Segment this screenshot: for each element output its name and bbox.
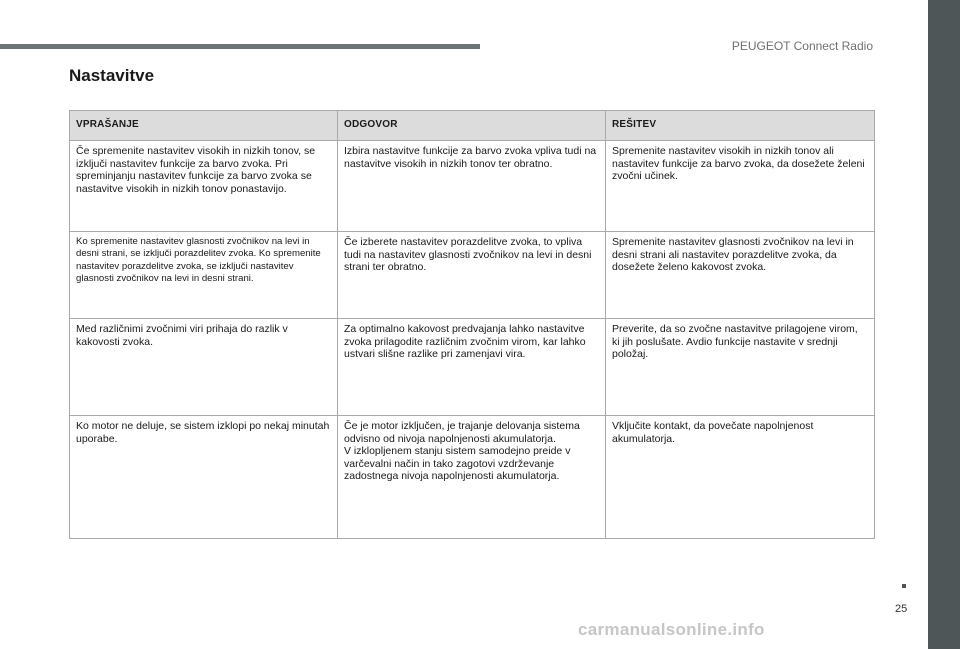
side-strip	[928, 0, 960, 649]
page-number: 25	[895, 603, 908, 615]
question-cell: Med različnimi zvočnimi viri prihaja do razlik v kakovosti zvoka.	[70, 319, 338, 416]
table-row	[70, 232, 875, 319]
table-row	[70, 319, 875, 416]
answer-cell: Izbira nastavitve funkcije za barvo zvoka vpliva tudi na nastavitve visokih in nizkih tonov ter obratno.	[338, 141, 606, 232]
question-cell: Ko spremenite nastavitev glasnosti zvočnikov na levi in desni strani, se izključi porazdelitev zvoka. Ko spremenite nastavitev porazdelitve zvoka, se izključi nastavitev glasnosti zvočnikov na levi in desni strani.	[70, 232, 338, 319]
answer-cell: Za optimalno kakovost predvajanja lahko nastavitve zvoka prilagodite različnim zvočnim virom, kar lahko ustvari slišne razlike pri zamenjavi vira.	[338, 319, 606, 416]
watermark: carmanualsonline.info	[578, 620, 765, 639]
table-row	[70, 416, 875, 539]
table-header-row	[70, 111, 875, 141]
section-title: Nastavitve	[69, 66, 155, 85]
table-row	[70, 141, 875, 232]
answer-cell: Če je motor izključen, je trajanje delovanja sistema odvisno od nivoja napolnjenosti akumulatorja. V izklopljenem stanju sistem samodejno preide v varčevalni način in tako zagotovi vzdrževanje zadostnega nivoja napolnjenosti akumulatorja.	[338, 416, 606, 539]
solution-cell: Vključite kontakt, da povečate napolnjenost akumulatorja.	[606, 416, 875, 539]
answer-cell: Če izberete nastavitev porazdelitve zvoka, to vpliva tudi na nastavitev glasnosti zvočnikov na levi in desni strani ter obratno.	[338, 232, 606, 319]
question-cell: Če spremenite nastavitev visokih in nizkih tonov, se izključi nastavitev funkcije za barvo zvoka. Pri spreminjanju nastavitev funkcije za barvo zvoka se nastavitve visokih in nizkih tonov ponastavijo.	[70, 141, 338, 232]
header-title: PEUGEOT Connect Radio	[731, 39, 873, 53]
header-rule	[0, 44, 480, 49]
continuation-bullet-icon	[902, 584, 906, 588]
question-cell: Ko motor ne deluje, se sistem izklopi po nekaj minutah uporabe.	[70, 416, 338, 539]
solution-cell: Preverite, da so zvočne nastavitve prilagojene virom, ki jih poslušate. Avdio funkcije nastavite v srednji položaj.	[606, 319, 875, 416]
column-header-solution: REŠITEV	[606, 111, 875, 141]
column-header-answer: ODGOVOR	[338, 111, 606, 141]
solution-cell: Spremenite nastavitev glasnosti zvočnikov na levi in desni strani ali nastavitev porazdelitve zvoka, da dosežete želeno kakovost zvoka.	[606, 232, 875, 319]
solution-cell: Spremenite nastavitev visokih in nizkih tonov ali nastavitev funkcije za barvo zvoka, da dosežete želeni zvočni učinek.	[606, 141, 875, 232]
faq-table	[69, 110, 875, 539]
column-header-question: VPRAŠANJE	[70, 111, 338, 141]
